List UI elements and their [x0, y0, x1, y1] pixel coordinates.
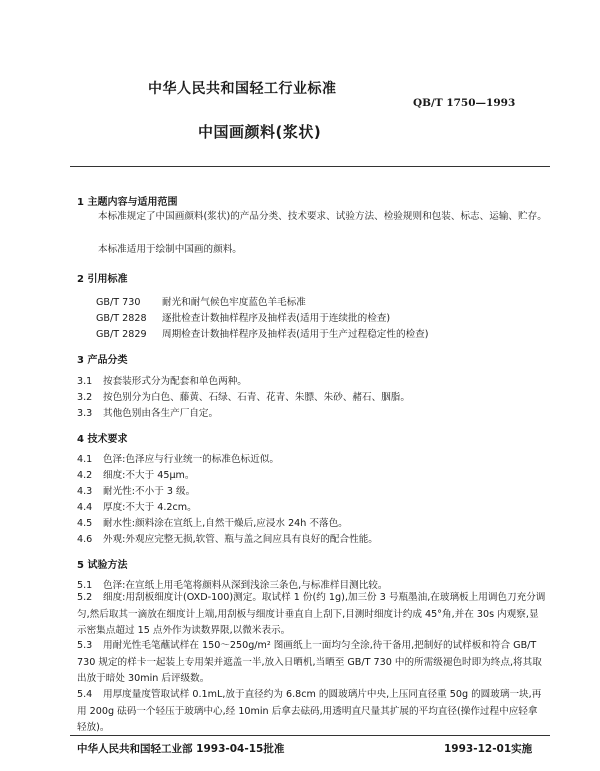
issuer-title: 中华人民共和国轻工行业标准	[148, 81, 337, 97]
clause-text: 耐水性:颜料涂在宣纸上,自然干燥后,应浸水 24h 不落色。	[103, 518, 348, 529]
clause-number: 4.2	[77, 470, 93, 481]
clause-text: 色泽:在宣纸上用毛笔将颜料从深到浅涂三条色,与标准样目测比较。	[103, 580, 388, 591]
clause-item	[77, 373, 247, 387]
reference-code: GB/T 730	[96, 297, 141, 308]
clause-item	[77, 531, 378, 545]
clause-text: 用厚度量度管取试样 0.1mL,放于直径约为 6.8cm 的圆玻璃片中央,上压同直径重 50g 的圆玻璃一块,再用 200g 砝码一个轻压于玻璃中心,经 10min 后拿去砝码,用透明直尺量其扩展的平均直径(操作过程中应轻拿轻放)。	[77, 689, 542, 733]
section-1-heading: 1 主题内容与适用范围	[77, 197, 178, 208]
clause-number: 4.5	[77, 518, 93, 529]
clause-item	[77, 687, 547, 737]
clause-text: 按色别分为白色、藤黄、石绿、石青、花青、朱膘、朱砂、赭石、胭脂。	[103, 392, 410, 403]
clause-item	[77, 590, 547, 640]
clause-text: 用耐光性毛笔蘸试样在 150～250g/m² 图画纸上一面均匀全涂,待干备用,把制好的试样板和符合 GB/T 730 规定的样卡一起装上专用架并遮盖一半,放入日晒机,当晒至 GB/T 730 中的所需级褪色时即为终点,将其取出放于暗处 30min 后评级数。	[77, 640, 542, 684]
clause-number: 4.6	[77, 534, 93, 545]
clause-item	[77, 467, 195, 481]
clause-number: 3.1	[77, 376, 93, 387]
reference-item	[96, 326, 429, 340]
clause-number: 5.3	[77, 640, 93, 651]
reference-title: 耐光和耐气候色牢度蓝色羊毛标准	[162, 297, 306, 308]
effective-date: 1993-12-01实施	[444, 743, 533, 755]
section-1-p2-text: 本标准适用于绘制中国画的颜料。	[98, 244, 242, 255]
reference-item	[96, 294, 306, 308]
section-3-heading: 3 产品分类	[77, 355, 128, 366]
section-5-heading: 5 试验方法	[77, 560, 128, 571]
clause-number: 4.1	[77, 454, 93, 465]
clause-item	[77, 638, 547, 688]
document-title: 中国画颜料(浆状)	[198, 123, 322, 141]
clause-item	[77, 451, 279, 465]
clause-text: 细度:用刮板细度计(OXD-100)测定。取试样 1 份(约 1g),加三份 3 号瓶墨油,在玻璃板上用调色刀充分调匀,然后取其一滴放在细度计上端,用刮板与细度计垂直自上刮下,目测时细度计约成 45°角,并在 30s 内观察,显示密集点超过 15 点外作为读数界限,以微米表示。	[77, 592, 546, 636]
clause-text: 厚度:不大于 4.2cm。	[103, 502, 197, 513]
clause-item	[77, 389, 410, 403]
reference-title: 逐批检查计数抽样程序及抽样表(适用于连续批的检查)	[162, 313, 391, 324]
clause-number: 5.1	[77, 580, 93, 591]
clause-text: 外观:外观应完整无损,软管、瓶与盖之间应具有良好的配合性能。	[103, 534, 378, 545]
clause-item	[77, 577, 388, 591]
clause-item	[77, 515, 348, 529]
standard-number: QB/T 1750—1993	[413, 97, 516, 109]
clause-number: 3.3	[77, 408, 93, 419]
clause-item	[77, 405, 218, 419]
section-2-heading: 2 引用标准	[77, 274, 128, 285]
section-1-paragraph-1	[77, 209, 547, 226]
clause-item	[77, 499, 197, 513]
clause-text: 按套装形式分为配套和单色两种。	[103, 376, 247, 387]
section-1-p1-text: 本标准规定了中国画颜料(浆状)的产品分类、技术要求、试验方法、检验规则和包装、标志、运输、贮存。	[98, 211, 547, 222]
reference-item	[96, 310, 390, 324]
top-rule	[70, 166, 550, 167]
clause-text: 耐光性:不小于 3 级。	[103, 486, 196, 497]
reference-code: GB/T 2829	[96, 329, 147, 340]
clause-number: 5.2	[77, 592, 93, 603]
clause-text: 其他色别由各生产厂自定。	[103, 408, 219, 419]
clause-number: 5.4	[77, 689, 93, 700]
clause-number: 4.3	[77, 486, 93, 497]
approval-line: 中华人民共和国轻工业部 1993-04-15批准	[77, 743, 285, 755]
clause-number: 4.4	[77, 502, 93, 513]
section-1-paragraph-2	[77, 242, 547, 259]
clause-text: 细度:不大于 45μm。	[103, 470, 195, 481]
clause-item	[77, 483, 195, 497]
clause-number: 3.2	[77, 392, 93, 403]
clause-text: 色泽:色泽应与行业统一的标准色标近似。	[103, 454, 279, 465]
reference-title: 周期检查计数抽样程序及抽样表(适用于生产过程稳定性的检查)	[162, 329, 429, 340]
bottom-rule	[70, 735, 550, 736]
reference-code: GB/T 2828	[96, 313, 147, 324]
section-4-heading: 4 技术要求	[77, 434, 128, 445]
